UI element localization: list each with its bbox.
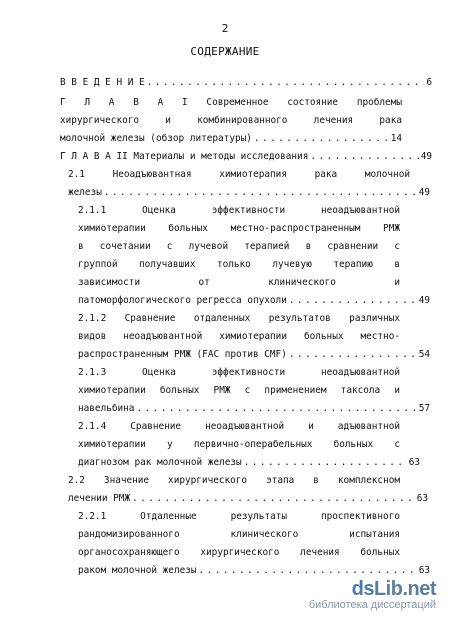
toc-page-number: 63: [408, 457, 420, 468]
toc-entry-text: лечении РМЖ: [68, 493, 131, 504]
toc-entry-chapter1-line[interactable]: Г Л А В А I Современное состояние проблемы: [60, 97, 402, 108]
toc-entry-section-2-1-3-line[interactable]: 2.1.3 Оценка эффективности неоадъювантной: [78, 367, 400, 378]
toc-page-number: 14: [390, 133, 402, 144]
toc-entry-text: В В Е Д Е Н И Е: [60, 77, 145, 88]
toc-page-number: 63: [416, 493, 428, 504]
toc-entry-section-2-1-3-line[interactable]: химиотерапии больных РМЖ с применением таксола и: [78, 385, 400, 396]
toc-entry-text: диагнозом рак молочной железы: [78, 457, 242, 468]
toc-page-number: 54: [418, 349, 430, 360]
page-number: 2: [221, 22, 229, 35]
toc-entry-section-2-2-1[interactable]: [78, 564, 430, 578]
toc-entry-section-2-1-1[interactable]: [78, 294, 430, 308]
toc-entry-section-2-1-4-line[interactable]: 2.1.4 Сравнение неоадъювантной и адъювантной: [78, 421, 400, 432]
toc-page-number: 57: [418, 403, 430, 414]
toc-entry-section-2-2-1-line[interactable]: 2.2.1 Отдаленные результаты проспективного: [78, 511, 400, 522]
dslib-logo: dsLib.net: [351, 578, 436, 600]
toc-entry-text: навельбина: [78, 403, 135, 414]
toc-entry-chapter2[interactable]: [60, 150, 432, 164]
dslib-subtitle: библиотека диссертаций: [308, 599, 436, 611]
toc-entry-section-2-2[interactable]: [68, 492, 428, 506]
toc-entry-section-2-1-1-line[interactable]: 2.1.1 Оценка эффективности неоадъювантной: [78, 205, 400, 216]
dslib-watermark[interactable]: [309, 578, 436, 611]
toc-entry-text: патоморфологического регресса опухоли: [78, 295, 287, 306]
toc-page-number: 49: [418, 295, 430, 306]
leader-dots: [132, 492, 415, 506]
leader-dots: [136, 402, 416, 416]
toc-entry-section-2-1-1-line[interactable]: химиотерапии больных местно-распространенным РМЖ: [78, 223, 400, 234]
toc-entry-section-2-1-2-line[interactable]: 2.1.2 Сравнение отдаленных результатов различных: [78, 313, 400, 324]
toc-entry-section-2-1-1-line[interactable]: зависимости от клинического и: [78, 277, 400, 288]
toc-entry-section-2-1-4[interactable]: [78, 456, 420, 470]
toc-entry-chapter1[interactable]: [60, 132, 402, 146]
toc-entry-text: железы: [68, 187, 102, 198]
leader-dots: [104, 186, 417, 200]
toc-entry-text: молочной железы (обзор литературы): [60, 133, 252, 144]
document-title: СОДЕРЖАНИЕ: [190, 45, 260, 58]
leader-dots: [289, 348, 417, 362]
toc-entry-section-2-1[interactable]: [68, 186, 430, 200]
toc-entry-section-2-1-1-line[interactable]: в сочетании с лучевой терапией в сравнении с: [78, 241, 400, 252]
toc-page-number: 6: [426, 77, 432, 88]
toc-entry-text: Г Л А В А II Материалы и методы исследования: [60, 151, 309, 162]
toc-page-number: 49: [420, 151, 432, 162]
leader-dots: [310, 150, 418, 164]
leader-dots: [244, 456, 407, 470]
leader-dots: [199, 564, 417, 578]
toc-entry-chapter1-line[interactable]: хирургического и комбинированного лечения рака: [60, 115, 402, 126]
toc-entry-section-2-1-1-line[interactable]: группой получавших только лучевую терапию в: [78, 259, 400, 270]
toc-entry-text: распространенным РМЖ (FAC против CMF): [78, 349, 287, 360]
leader-dots: [289, 294, 417, 308]
toc-entry-section-2-2-1-line[interactable]: рандомизированного клинического испытания: [78, 529, 400, 540]
toc-page-number: 49: [418, 187, 430, 198]
toc-entry-text: раком молочной железы: [78, 565, 197, 576]
toc-entry-section-2-1-4-line[interactable]: химиотерапии у первично-операбельных больных с: [78, 439, 400, 450]
toc-entry-section-2-2-1-line[interactable]: органосохраняющего хирургического лечения больных: [78, 547, 400, 558]
leader-dots: [147, 76, 425, 90]
leader-dots: [254, 132, 389, 146]
toc-entry-section-2-1-3[interactable]: [78, 402, 430, 416]
toc-entry-section-2-1-line[interactable]: 2.1 Неоадъювантная химиотерапия рака молочной: [68, 169, 410, 180]
toc-entry-introduction[interactable]: [60, 76, 432, 90]
toc-entry-section-2-2-line[interactable]: 2.2 Значение хирургического этапа в комплексном: [68, 475, 400, 486]
toc-entry-section-2-1-2-line[interactable]: видов неоадъювантной химиотерапии больных местно-: [78, 331, 400, 342]
toc-page-number: 63: [418, 565, 430, 576]
toc-entry-section-2-1-2[interactable]: [78, 348, 430, 362]
